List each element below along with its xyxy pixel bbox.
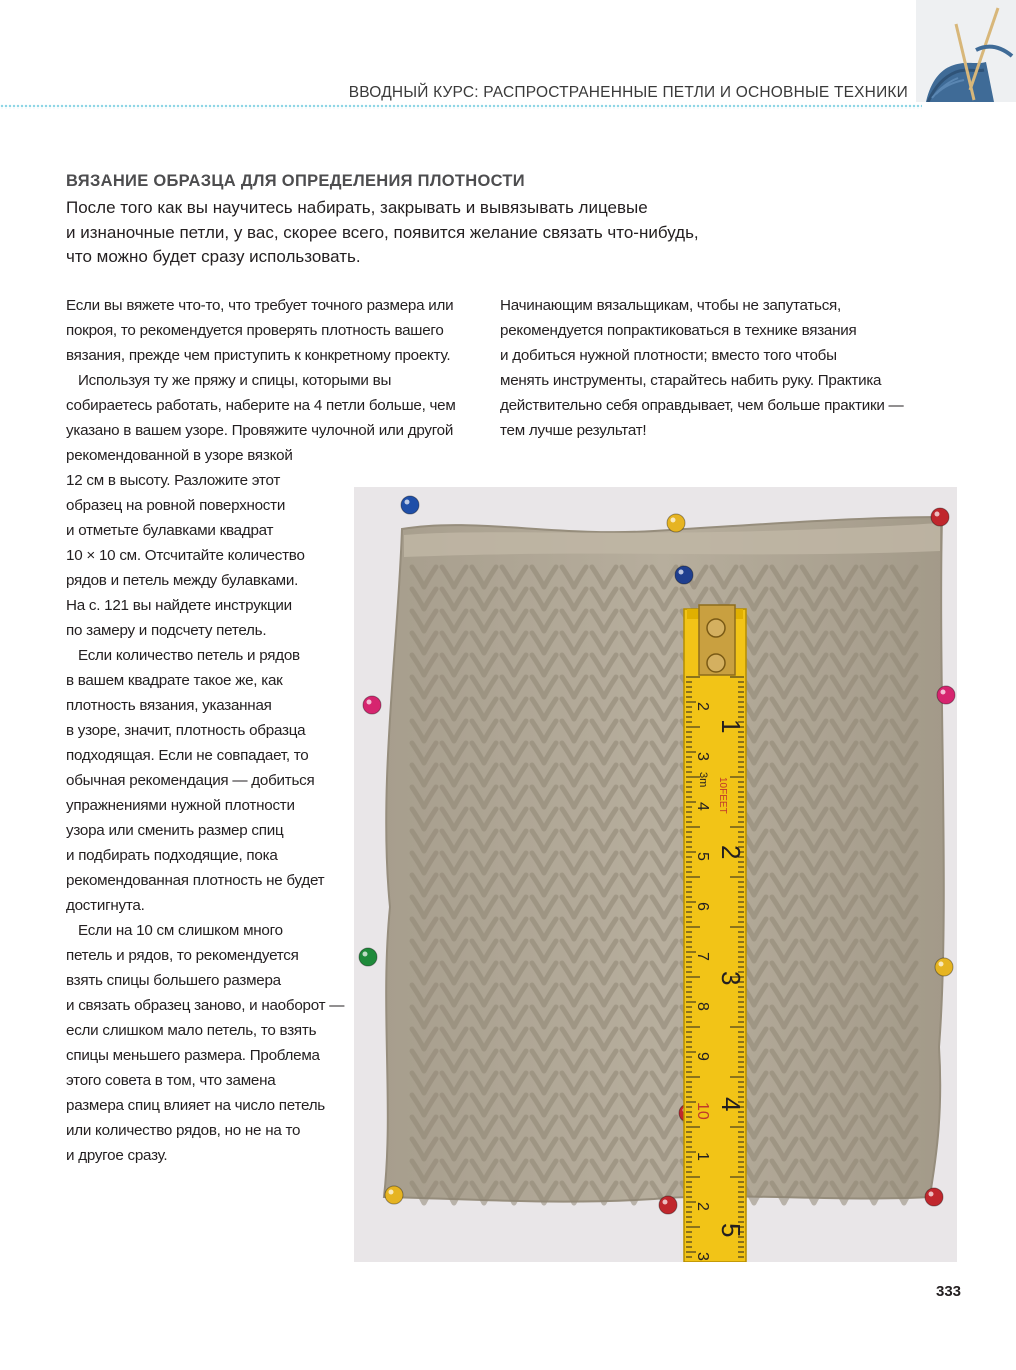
- page-number: 333: [936, 1283, 962, 1300]
- text-line: достигнута.: [66, 897, 145, 914]
- pin-highlight: [941, 690, 946, 695]
- text-line: Используя ту же пряжу и спицы, которыми вы: [78, 372, 392, 389]
- text-line: менять инструменты, старайтесь набить руку. Практика: [500, 372, 882, 389]
- section-title: ВЯЗАНИЕ ОБРАЗЦА ДЛЯ ОПРЕДЕЛЕНИЯ ПЛОТНОСТИ: [66, 172, 525, 190]
- tape-cm-label: 2: [694, 702, 711, 711]
- tape-cm-label: 9: [694, 1052, 711, 1061]
- pin-head-icon: [401, 496, 419, 514]
- tape-cm-label: 6: [694, 902, 711, 911]
- tape-inch-label: 1: [716, 719, 746, 734]
- tape-cm-label: 4: [694, 802, 711, 811]
- text-line: и отметьте булавками квадрат: [66, 522, 274, 539]
- tape-cm-label: 3: [694, 752, 711, 761]
- text-line: и связать образец заново, и наоборот —: [66, 997, 345, 1014]
- text-line: спицы меньшего размера. Проблема: [66, 1047, 320, 1064]
- pin-highlight: [367, 700, 372, 705]
- text-line: и подбирать подходящие, пока: [66, 847, 278, 864]
- text-line: вязания, прежде чем приступить к конкретному проекту.: [66, 347, 451, 364]
- right-column-text: [500, 293, 903, 443]
- pin-highlight: [929, 1192, 934, 1197]
- pin-highlight: [935, 512, 940, 517]
- pin-highlight: [671, 518, 676, 523]
- text-line: На с. 121 вы найдете инструкции: [66, 597, 292, 614]
- pin-highlight: [679, 570, 684, 575]
- header-dotted-rule: [0, 104, 922, 109]
- tape-cm-label: 5: [694, 852, 711, 861]
- tape-cm-label: 2: [694, 1202, 711, 1211]
- pin-highlight: [363, 952, 368, 957]
- pin-highlight: [389, 1190, 394, 1195]
- text-line: плотность вязания, указанная: [66, 697, 272, 714]
- pin-head-icon: [363, 696, 381, 714]
- text-line: в узоре, значит, плотность образца: [66, 722, 306, 739]
- pin-head-icon: [675, 566, 693, 584]
- text-line: действительно себя оправдывает, чем больше практики —: [500, 397, 904, 414]
- text-line: тем лучше результат!: [500, 422, 647, 439]
- tape-cm-label: 3: [694, 1252, 711, 1261]
- tape-cm-label: 7: [694, 952, 711, 961]
- text-line: Если на 10 см слишком много: [78, 922, 283, 939]
- text-line: этого совета в том, что замена: [66, 1072, 276, 1089]
- knitted-swatch-illustration: [354, 487, 957, 1262]
- text-line: или количество рядов, но не на то: [66, 1122, 301, 1139]
- text-line: взять спицы большего размера: [66, 972, 281, 989]
- tape-inch-label: 5: [716, 1223, 746, 1238]
- pin-head-icon: [359, 948, 377, 966]
- tape-cm-label: 10: [694, 1102, 711, 1120]
- text-line: Начинающим вязальщикам, чтобы не запутаться,: [500, 297, 841, 314]
- text-line: узора или сменить размер спиц: [66, 822, 284, 839]
- text-line: собираетесь работать, наберите на 4 петли больше, чем: [66, 397, 456, 414]
- text-line: и добиться нужной плотности; вместо того чтобы: [500, 347, 837, 364]
- text-line: 12 см в высоту. Разложите этот: [66, 472, 281, 489]
- text-line: петель и рядов, то рекомендуется: [66, 947, 299, 964]
- intro-line: и изнаночные петли, у вас, скорее всего, появится желание связать что-нибудь,: [66, 222, 699, 242]
- tape-label-metric: 3m: [697, 772, 709, 788]
- tape-inch-label: 2: [716, 845, 746, 860]
- tape-cm-label: 8: [694, 1002, 711, 1011]
- intro-line: что можно будет сразу использовать.: [66, 247, 361, 266]
- running-header: ВВОДНЫЙ КУРС: РАСПРОСТРАНЕННЫЕ ПЕТЛИ И ОСНОВНЫЕ ТЕХНИКИ: [348, 84, 908, 101]
- text-line: рекомендованной в узоре вязкой: [66, 447, 293, 464]
- text-line: размера спиц влияет на число петель: [66, 1097, 325, 1114]
- text-line: рекомендуется попрактиковаться в технике вязания: [500, 322, 857, 339]
- pin-head-icon: [667, 514, 685, 532]
- pin-highlight: [939, 962, 944, 967]
- pin-head-icon: [935, 958, 953, 976]
- knitting-needles-icon: [916, 0, 1016, 102]
- text-line: покроя, то рекомендуется проверять плотность вашего: [66, 322, 444, 339]
- corner-knitting-photo: [916, 0, 1016, 102]
- pin-head-icon: [659, 1196, 677, 1214]
- tape-cm-label: 1: [694, 1152, 711, 1161]
- pin-head-icon: [385, 1186, 403, 1204]
- tape-label: 10FEET: [717, 777, 728, 814]
- text-line: подходящая. Если не совпадает, то: [66, 747, 309, 764]
- text-line: упражнениями нужной плотности: [66, 797, 295, 814]
- intro-line: После того как вы научитесь набирать, закрывать и вывязывать лицевые: [66, 198, 648, 217]
- tape-inch-label: 4: [716, 1097, 746, 1112]
- text-line: если слишком мало петель, то взять: [66, 1022, 317, 1039]
- pin-head-icon: [931, 508, 949, 526]
- section-intro: [66, 196, 766, 270]
- text-line: и другое сразу.: [66, 1147, 168, 1164]
- pin-highlight: [663, 1200, 668, 1205]
- text-line: образец на ровной поверхности: [66, 497, 286, 514]
- text-line: рядов и петель между булавками.: [66, 572, 299, 589]
- text-line: рекомендованная плотность не будет: [66, 872, 325, 889]
- tape-inch-label: 3: [716, 971, 746, 986]
- text-line: указано в вашем узоре. Провяжите чулочной или другой: [66, 422, 454, 439]
- tape-measure: [684, 605, 746, 1262]
- text-line: Если вы вяжете что-то, что требует точного размера или: [66, 297, 454, 314]
- text-line: Если количество петель и рядов: [78, 647, 300, 664]
- pin-head-icon: [925, 1188, 943, 1206]
- text-line: обычная рекомендация — добиться: [66, 772, 315, 789]
- pin-head-icon: [937, 686, 955, 704]
- gauge-swatch-photo: [354, 487, 957, 1262]
- text-line: в вашем квадрате такое же, как: [66, 672, 283, 689]
- pin-highlight: [405, 500, 410, 505]
- text-line: по замеру и подсчету петель.: [66, 622, 267, 639]
- text-line: 10 × 10 см. Отсчитайте количество: [66, 547, 305, 564]
